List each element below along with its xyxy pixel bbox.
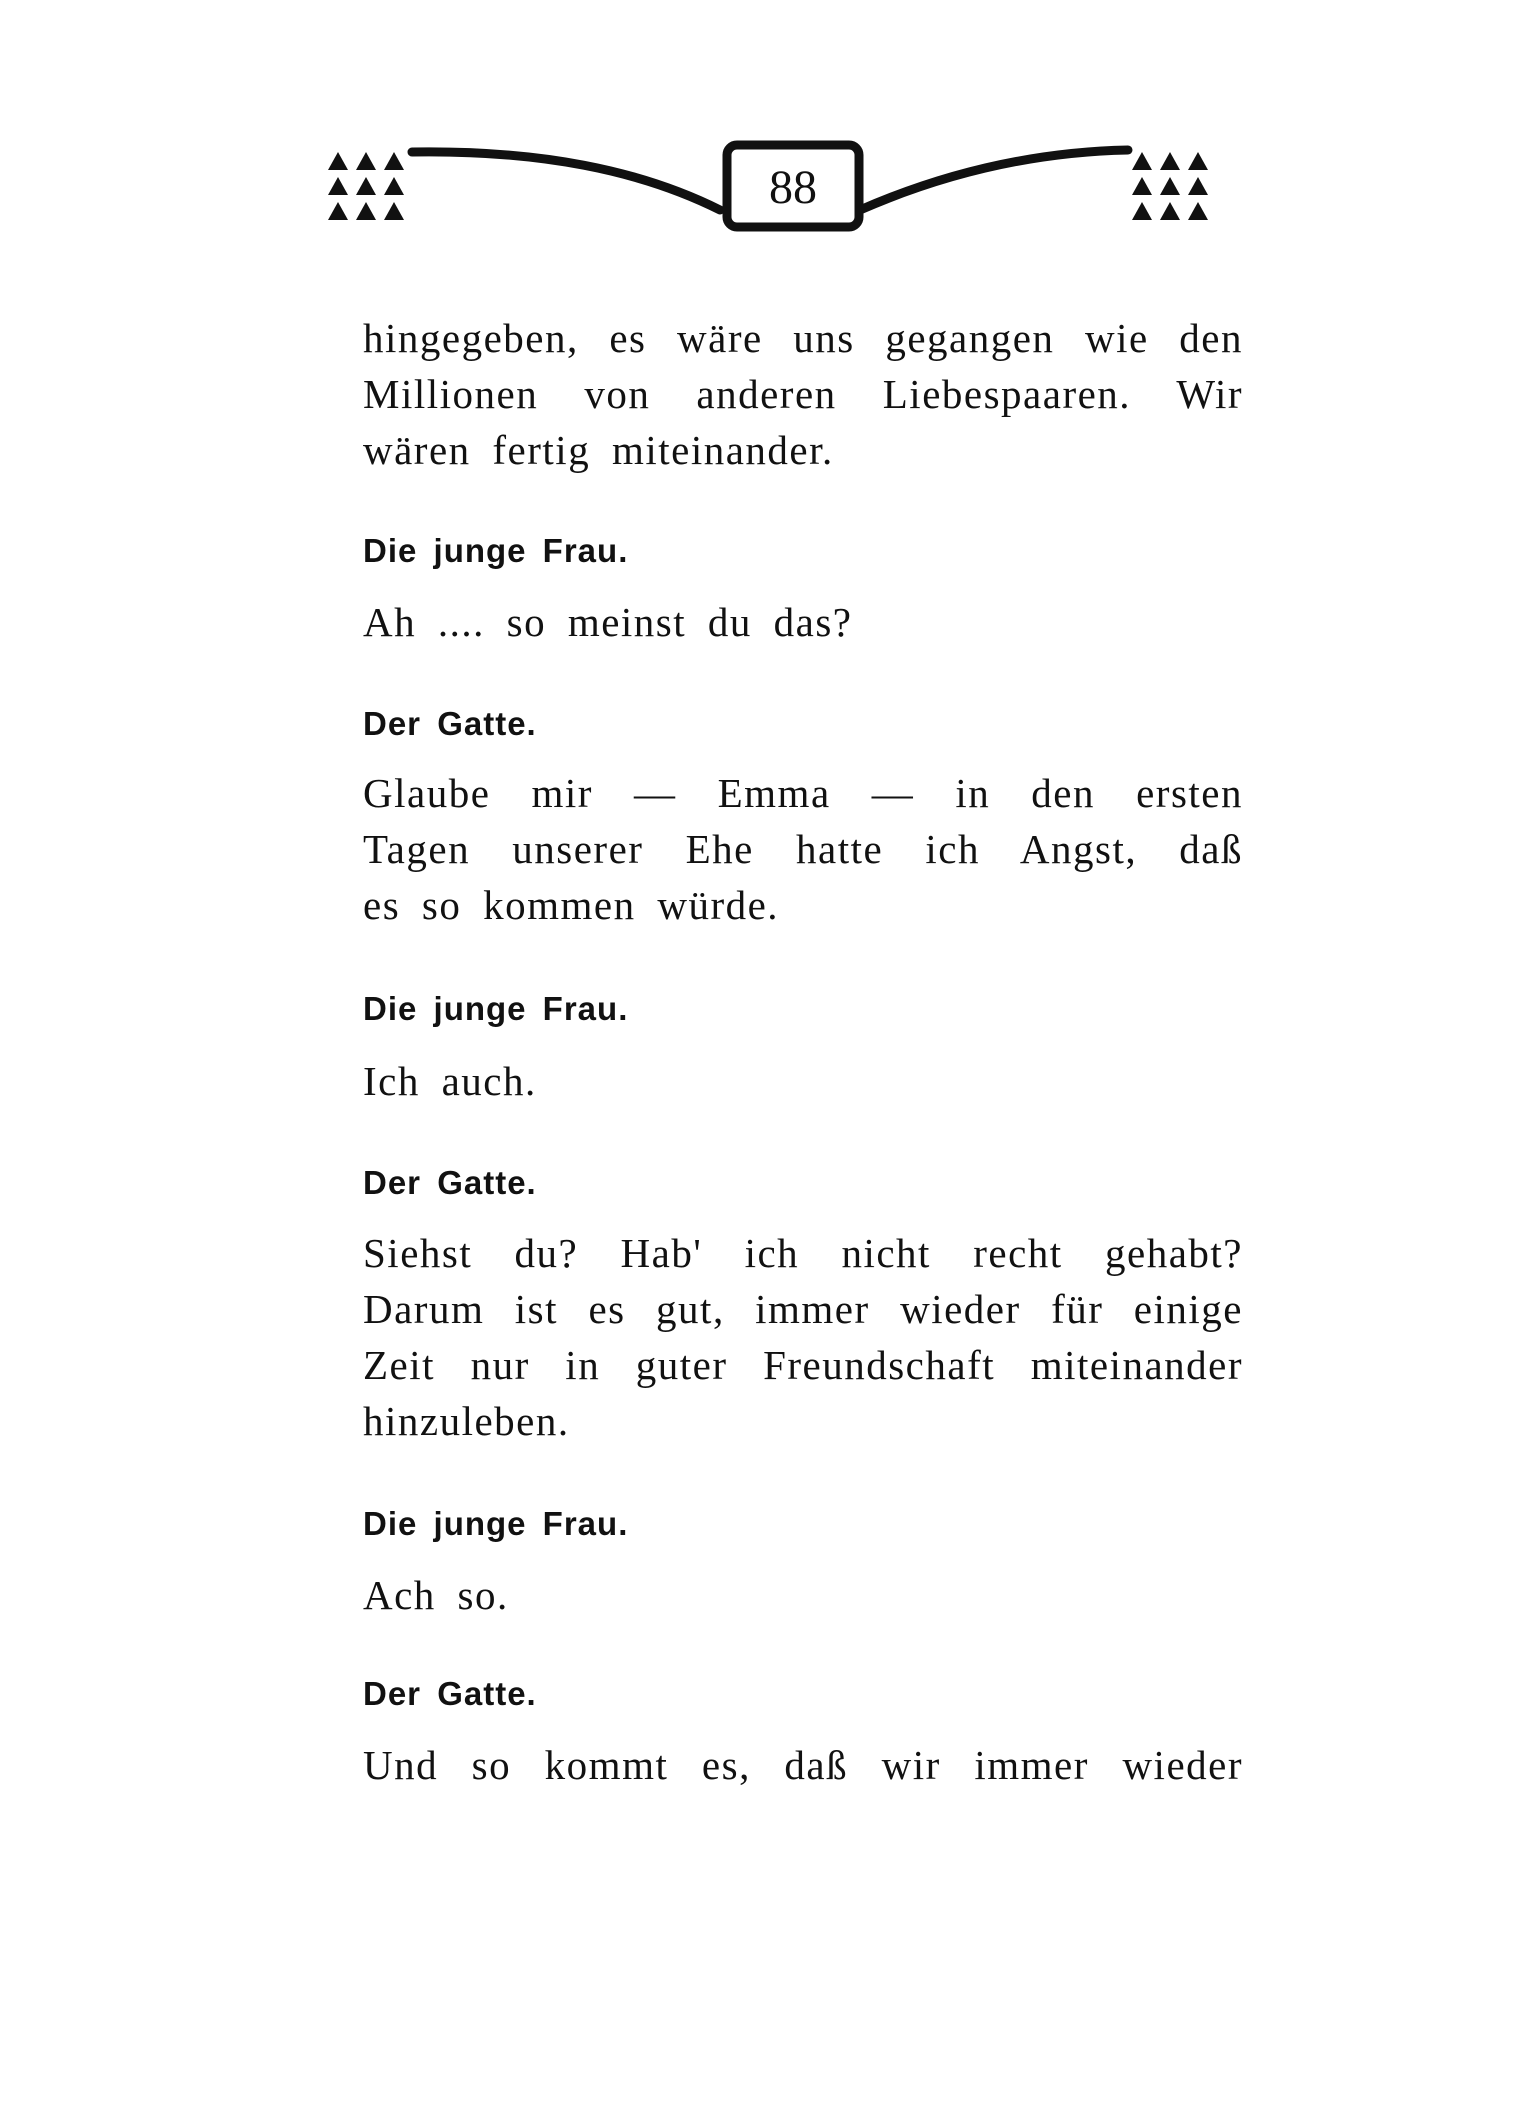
speaker-label: Die junge Frau. [363, 990, 629, 1027]
text-line: hingegeben, es wäre uns gegangen wie den [363, 315, 1243, 361]
speaker-label: Die junge Frau. [363, 532, 629, 569]
speaker-label: Der Gatte. [363, 1164, 537, 1201]
text-line: Zeit nur in guter Freundschaft miteinander [363, 1342, 1243, 1388]
text-line: Millionen von anderen Liebespaaren. Wir [363, 371, 1243, 417]
text-line: Darum ist es gut, immer wieder für einige [363, 1286, 1243, 1332]
paragraph [363, 1737, 1243, 1793]
text-line: Tagen unserer Ehe hatte ich Angst, daß [363, 826, 1243, 872]
paragraph [363, 1053, 1243, 1109]
paragraph [363, 765, 1243, 933]
speaker-label: Der Gatte. [363, 1675, 537, 1712]
text-line: wären fertig miteinander. [363, 427, 834, 473]
text-line: Und so kommt es, daß wir immer wieder [363, 1742, 1243, 1788]
paragraph [363, 594, 1243, 650]
text-line: hinzuleben. [363, 1398, 570, 1444]
right-curved-rule [860, 150, 1128, 210]
text-line: Siehst du? Hab' ich nicht recht gehabt? [363, 1230, 1243, 1276]
paragraph [363, 1225, 1243, 1449]
page-number: 88 [769, 160, 817, 214]
paragraph [363, 310, 1243, 478]
text-line: Ach so. [363, 1572, 509, 1618]
paragraph [363, 1567, 1243, 1623]
text-line: Ich auch. [363, 1058, 537, 1104]
text-line: es so kommen würde. [363, 882, 780, 928]
speaker-label: Der Gatte. [363, 705, 537, 742]
left-triangle-cluster-icon [328, 152, 404, 220]
text-line: Glaube mir — Emma — in den ersten [363, 770, 1243, 816]
speaker-label: Die junge Frau. [363, 1505, 629, 1542]
text-line: Ah .... so meinst du das? [363, 599, 853, 645]
left-curved-rule [412, 152, 720, 210]
right-triangle-cluster-icon [1132, 152, 1208, 220]
